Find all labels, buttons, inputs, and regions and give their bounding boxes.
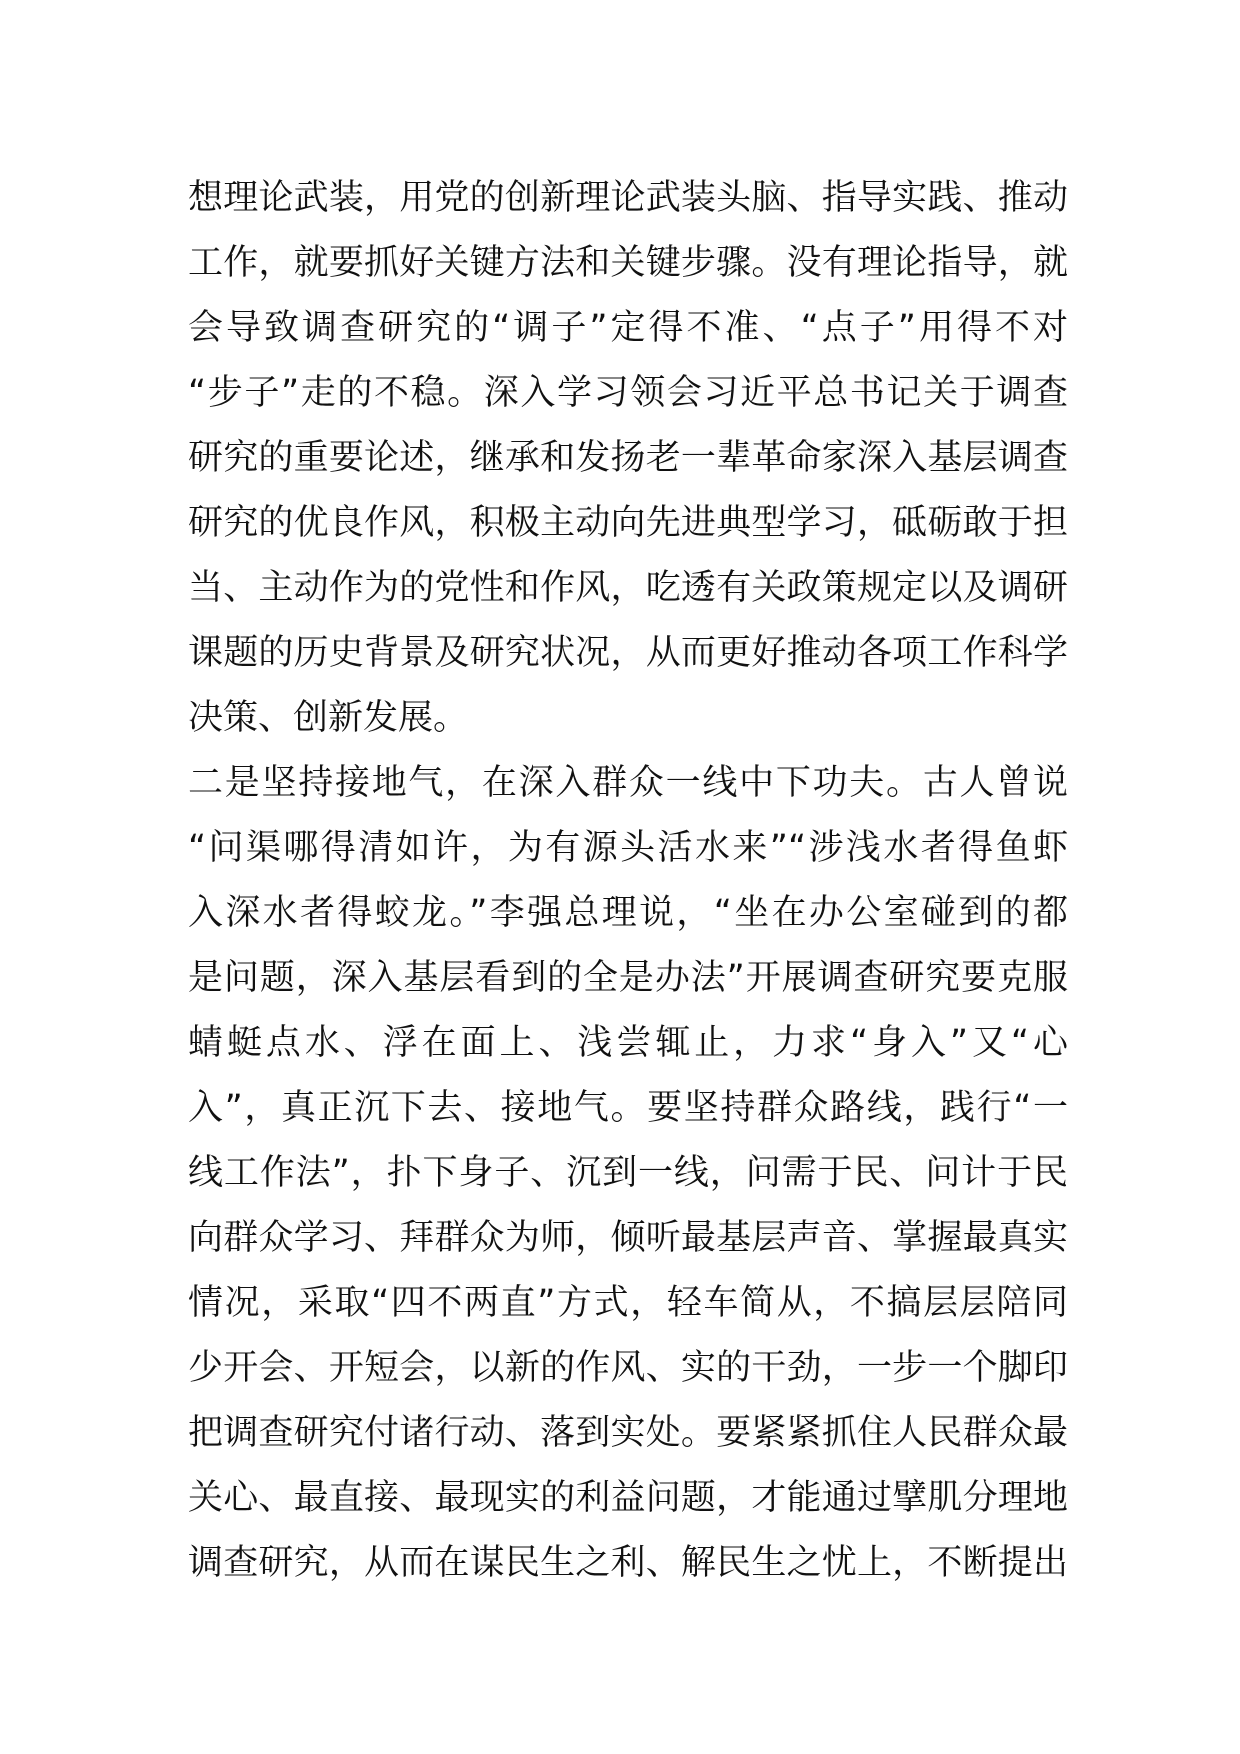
text-line-15: 入”，真正沉下去、接地气。要坚持群众路线，践行“一 [188, 1088, 1068, 1128]
text-line-3: 会导致调查研究的“调子”定得不准、“点子”用得不对 [188, 308, 1068, 348]
text-line-2: 工作，就要抓好关键方法和关键步骤。没有理论指导，就 [188, 243, 1068, 283]
text-line-22: 调查研究，从而在谋民生之利、解民生之忧上，不断提出 [188, 1543, 1068, 1583]
text-line-8: 课题的历史背景及研究状况，从而更好推动各项工作科学 [188, 633, 1068, 673]
text-line-19: 少开会、开短会，以新的作风、实的干劲，一步一个脚印 [188, 1348, 1068, 1388]
text-line-7: 当、主动作为的党性和作风，吃透有关政策规定以及调研 [188, 568, 1068, 608]
text-line-10: 二是坚持接地气，在深入群众一线中下功夫。古人曾说 [188, 763, 1068, 803]
text-line-18: 情况，采取“四不两直”方式，轻车简从，不搞层层陪同 [188, 1283, 1068, 1323]
body-text [188, 166, 1068, 1596]
text-line-14: 蜻蜓点水、浮在面上、浅尝辄止，力求“身入”又“心 [188, 1023, 1068, 1063]
text-line-6: 研究的优良作风，积极主动向先进典型学习，砥砺敢于担 [188, 503, 1068, 543]
text-line-17: 向群众学习、拜群众为师，倾听最基层声音、掌握最真实 [188, 1218, 1068, 1258]
text-line-4: “步子”走的不稳。深入学习领会习近平总书记关于调查 [188, 373, 1068, 413]
text-line-16: 线工作法”，扑下身子、沉到一线，问需于民、问计于民 [188, 1153, 1068, 1193]
text-line-9: 决策、创新发展。 [188, 698, 469, 738]
text-line-5: 研究的重要论述，继承和发扬老一辈革命家深入基层调查 [188, 438, 1068, 478]
text-line-11: “问渠哪得清如许，为有源头活水来”“涉浅水者得鱼虾 [188, 828, 1068, 868]
text-line-1: 想理论武装，用党的创新理论武装头脑、指导实践、推动 [188, 178, 1068, 218]
text-line-13: 是问题，深入基层看到的全是办法”开展调查研究要克服 [188, 958, 1068, 998]
text-line-21: 关心、最直接、最现实的利益问题，才能通过擘肌分理地 [188, 1478, 1068, 1518]
text-line-20: 把调查研究付诸行动、落到实处。要紧紧抓住人民群众最 [188, 1413, 1068, 1453]
text-line-12: 入深水者得蛟龙。”李强总理说，“坐在办公室碰到的都 [188, 893, 1068, 933]
